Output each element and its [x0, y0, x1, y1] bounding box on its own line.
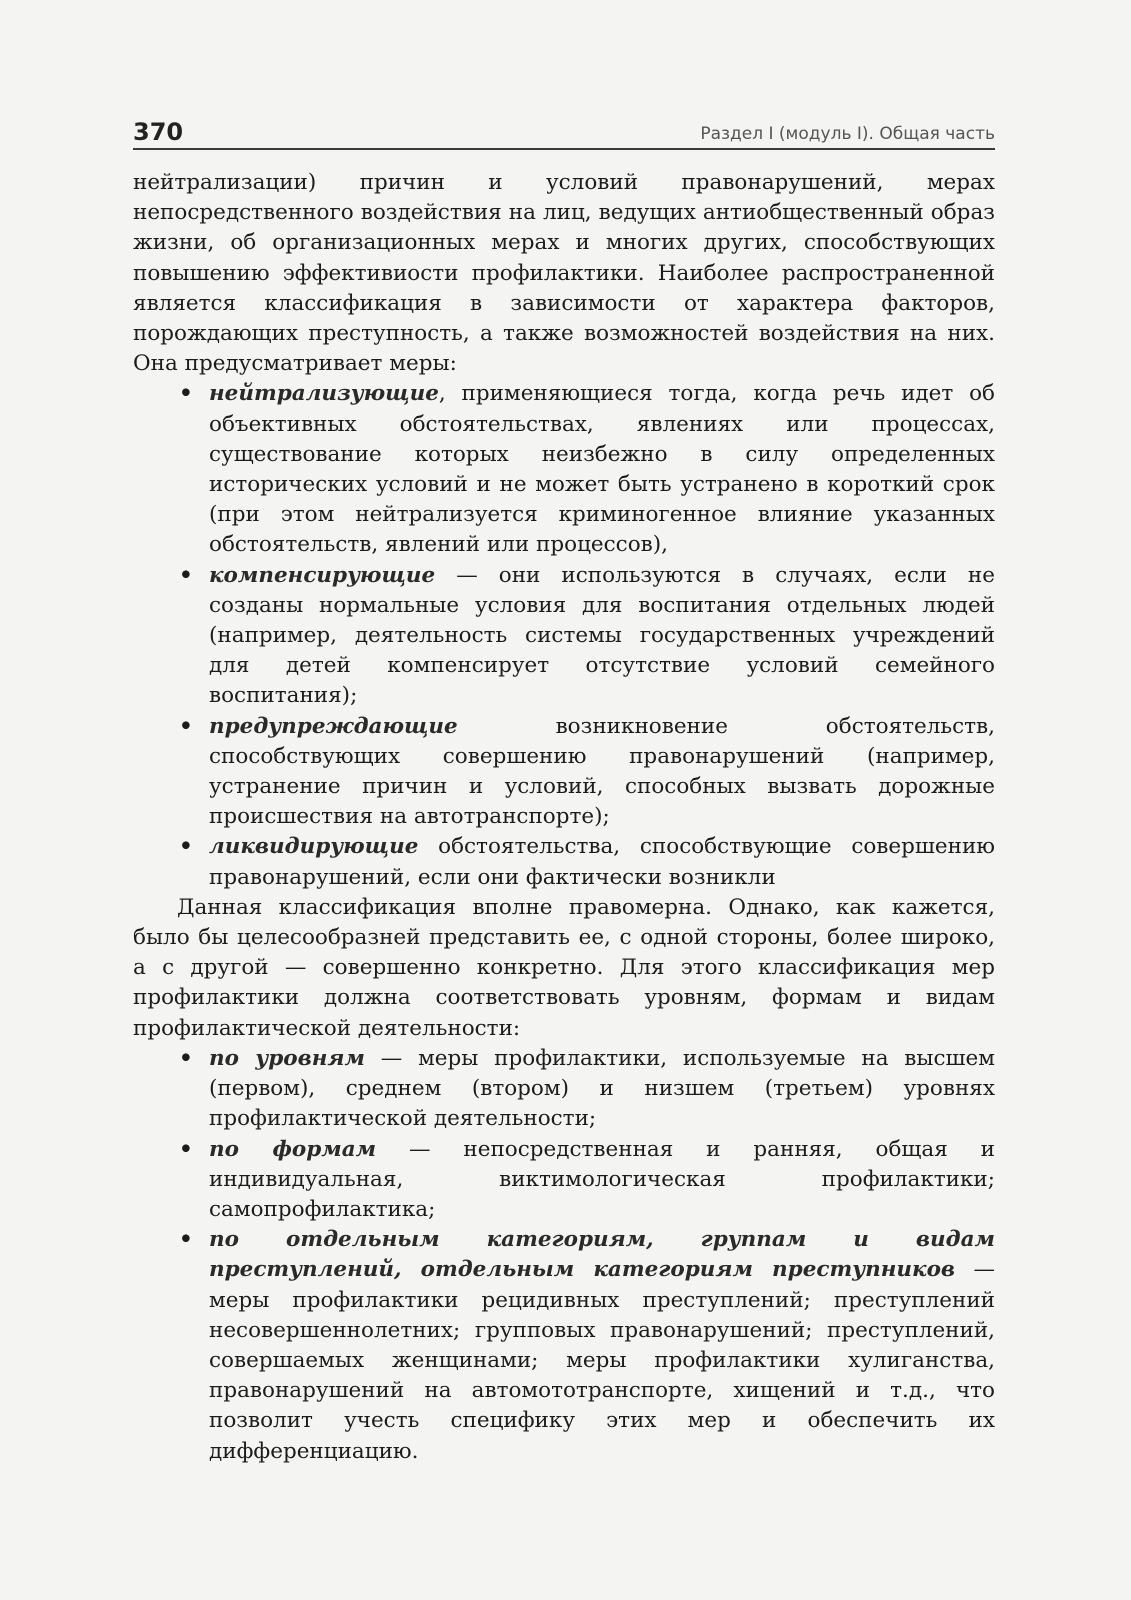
list-text: — они используются в случаях, если не созданы нормальные условия для воспитания отдельных людей (например, деятельность системы государственных учреждений для детей компенсирует отсутствие условий семейного воспитания); [209, 562, 995, 709]
measures-list [133, 379, 995, 892]
list-term: предупреждающие [209, 713, 458, 739]
list-term: нейтрализующие [209, 381, 439, 407]
intro-paragraph: нейтрализации) причин и условий правонарушений, мерах непосредственного воздействия на лиц, ведущих антиобщественный образ жизни, об организационных мерах и многих других, способствующих повышению эффективиости профилактики. Наиболее распространенной является классификация в зависимости от характера факторов, порождающих преступность, а также возможностей воздействия на них. Она предусматривает меры: [133, 170, 995, 377]
middle-paragraph: Данная классификация вполне правомерна. Однако, как кажется, было бы целесообразней представить ее, с одной стороны, более широко, а с другой — совершенно конкретно. Для этого классификация мер профилактики должна соответствовать уровням, формам и видам профилактической деятельности: [133, 894, 995, 1041]
page-number: 370 [133, 118, 184, 146]
list-term: ликвидирующие [209, 834, 419, 860]
list-item [209, 712, 995, 833]
list-text: возникновение обстоятельств, способствующих совершению правонарушений (например, устранение причин и условий, способных вызвать дорожные происшествия на автотранспорте); [209, 713, 995, 830]
list-term: по отдельным категориям, группам и видам преступлений, отдельным категориям преступников [209, 1227, 995, 1283]
list-item [209, 561, 995, 712]
list-text: , применяющиеся тогда, когда речь идет об объективных обстоятельствах, явлениях или процессах, существование которых неизбежно в силу определенных исторических условий и не может быть устранено в короткий срок (при этом нейтрализуется криминогенное влияние указанных обстоятельств, явлений или процессов), [209, 381, 995, 558]
list-term: компенсирующие [209, 562, 436, 588]
list-item [209, 1225, 995, 1467]
running-head: Раздел I (модуль I). Общая часть [700, 124, 995, 144]
list-text: обстоятельства, способствующие совершению правонарушений, если они фактически возникли [209, 834, 995, 890]
list-item [209, 832, 995, 892]
list-term: по уровням [209, 1045, 365, 1071]
book-page [133, 108, 995, 1467]
body-text [133, 168, 995, 1467]
list-text: — меры профилактики, используемые на высшем (первом), среднем (втором) и низшем (третьем) уровнях профилактической деятельности; [209, 1045, 995, 1132]
list-text: — непосредственная и ранняя, общая и индивидуальная, виктимологическая профилактики; самопрофилактика; [209, 1136, 995, 1222]
list-item [209, 1135, 995, 1226]
list-item [209, 1044, 995, 1135]
list-text: — меры профилактики рецидивных преступлений; преступлений несовершеннолетних; групповых правонарушений; преступлений, совершаемых женщинами; меры профилактики хулиганства, правонарушений на автомототранспорте, хищений и т.д., что позволит учесть специфику этих мер и обеспечить их дифференциацию. [209, 1257, 995, 1464]
list-item [209, 379, 995, 560]
page-header [133, 108, 995, 150]
classification-list [133, 1044, 995, 1467]
list-term: по формам [209, 1136, 377, 1162]
